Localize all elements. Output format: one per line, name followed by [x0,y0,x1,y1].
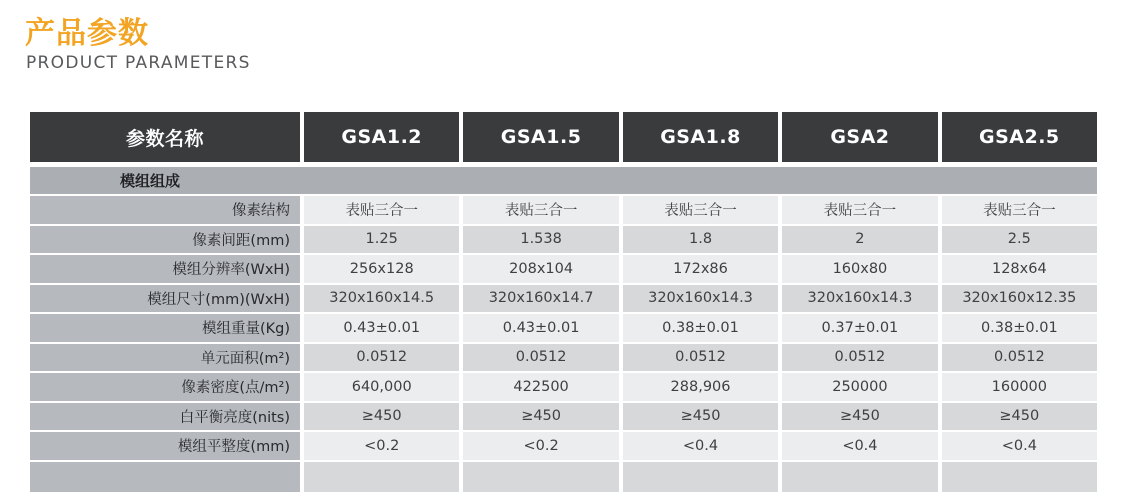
param-value-cell: 表贴三合一 [623,196,778,224]
param-label: 模组平整度(mm) [30,432,300,460]
param-value-cell: 0.37±0.01 [782,314,937,342]
param-value-cell: 1.25 [304,226,459,254]
table-header-row [30,112,1097,162]
param-value-cell [623,462,778,492]
param-label: 像素间距(mm) [30,226,300,254]
param-value-cell: <0.2 [463,432,618,460]
param-value-cell: 1.8 [623,226,778,254]
table-row [30,196,1097,224]
param-value-cell: 表贴三合一 [782,196,937,224]
page-subtitle: PRODUCT PARAMETERS [26,53,251,73]
param-value-cell [942,462,1097,492]
param-value-cell: 250000 [782,373,937,401]
header-col-gsa1-5: GSA1.5 [463,112,618,162]
param-value-cell: ≥450 [463,403,618,431]
param-value-cell: ≥450 [304,403,459,431]
param-value-cell: 0.38±0.01 [942,314,1097,342]
header-param-name: 参数名称 [30,112,300,162]
param-value-cell [782,462,937,492]
param-value-cell: ≥450 [623,403,778,431]
param-value-cell: 0.0512 [942,344,1097,372]
param-value-cell: 320x160x14.7 [463,285,618,313]
table-row [30,432,1097,460]
param-value-cell: 0.0512 [623,344,778,372]
param-value-cell: 320x160x14.3 [782,285,937,313]
param-value-cell: 表贴三合一 [463,196,618,224]
param-label: 单元面积(m²) [30,344,300,372]
param-value-cell [463,462,618,492]
param-value-cell: 640,000 [304,373,459,401]
header-col-gsa1-8: GSA1.8 [623,112,778,162]
param-value-cell: 320x160x14.5 [304,285,459,313]
param-value-cell: 288,906 [623,373,778,401]
param-label: 像素结构 [30,196,300,224]
table-row-partial [30,462,1097,492]
table-row [30,403,1097,431]
table-row [30,226,1097,254]
param-value-cell: 160x80 [782,255,937,283]
header-col-gsa1-2: GSA1.2 [304,112,459,162]
param-value-cell: 320x160x12.35 [942,285,1097,313]
param-value-cell: <0.2 [304,432,459,460]
param-value-cell: 0.0512 [304,344,459,372]
param-value-cell: 0.0512 [463,344,618,372]
param-value-cell: 208x104 [463,255,618,283]
param-value-cell: 0.38±0.01 [623,314,778,342]
param-value-cell: 422500 [463,373,618,401]
param-value-cell: 0.43±0.01 [463,314,618,342]
table-row [30,314,1097,342]
param-label: 模组尺寸(mm)(WxH) [30,285,300,313]
param-value-cell: 表贴三合一 [942,196,1097,224]
param-value-cell: 320x160x14.3 [623,285,778,313]
param-value-cell: 0.43±0.01 [304,314,459,342]
param-value-cell: 256x128 [304,255,459,283]
param-value-cell: 128x64 [942,255,1097,283]
section-header-module-composition [30,167,1097,194]
param-value-cell: 160000 [942,373,1097,401]
page-title: 产品参数 [25,16,149,51]
param-value-cell: <0.4 [942,432,1097,460]
parameters-table [30,112,1097,492]
param-value-cell: 表贴三合一 [304,196,459,224]
param-label: 像素密度(点/m²) [30,373,300,401]
param-value-cell: 172x86 [623,255,778,283]
table-row [30,344,1097,372]
table-row [30,373,1097,401]
section-header-label: 模组组成 [120,172,181,190]
param-value-cell: 2 [782,226,937,254]
table-row [30,255,1097,283]
param-label: 模组重量(Kg) [30,314,300,342]
param-label [30,462,300,492]
param-value-cell: <0.4 [782,432,937,460]
param-label: 白平衡亮度(nits) [30,403,300,431]
param-value-cell: 0.0512 [782,344,937,372]
param-label: 模组分辨率(WxH) [30,255,300,283]
header-col-gsa2: GSA2 [782,112,937,162]
param-value-cell: ≥450 [942,403,1097,431]
param-value-cell: 2.5 [942,226,1097,254]
header-col-gsa2-5: GSA2.5 [942,112,1097,162]
param-value-cell: <0.4 [623,432,778,460]
param-value-cell: 1.538 [463,226,618,254]
table-row [30,285,1097,313]
param-value-cell [304,462,459,492]
param-value-cell: ≥450 [782,403,937,431]
